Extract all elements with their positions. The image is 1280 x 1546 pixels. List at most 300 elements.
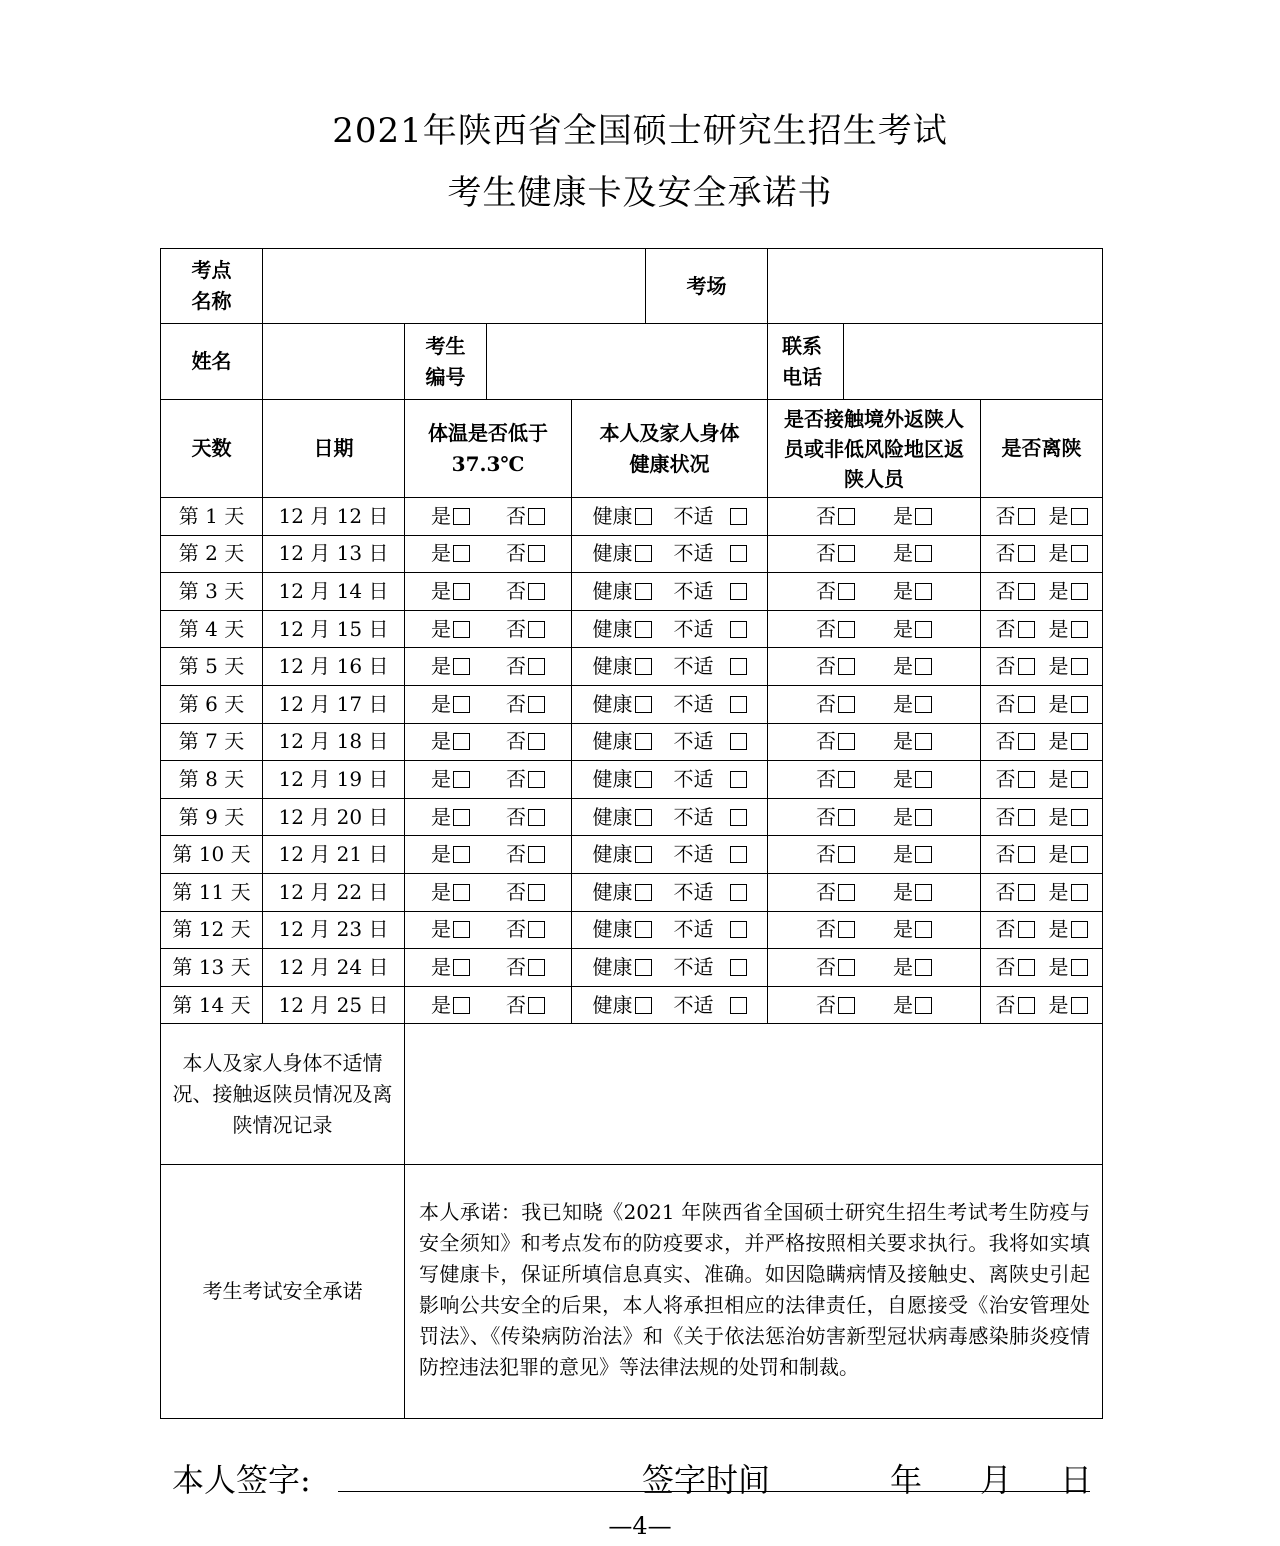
signature-time-field[interactable] — [790, 1491, 1090, 1492]
contact-yes-label: 是 — [893, 766, 913, 791]
table-row — [161, 873, 1103, 911]
col-date-header: 日期 — [263, 400, 405, 498]
document-subtitle: 考生健康卡及安全承诺书 — [447, 173, 833, 213]
unwell-checkbox[interactable] — [730, 997, 747, 1014]
temp-cell — [405, 723, 572, 761]
temp-cell — [405, 498, 572, 536]
temp-no-checkbox[interactable] — [528, 997, 545, 1014]
temp-no-label: 否 — [506, 541, 526, 566]
temp-yes-checkbox[interactable] — [453, 658, 470, 675]
healthy-label: 健康 — [592, 578, 633, 603]
unwell-checkbox[interactable] — [730, 508, 747, 525]
contact-cell — [768, 648, 981, 686]
contact-yes-label: 是 — [893, 804, 913, 829]
table-row — [161, 798, 1103, 836]
contact-no-label: 否 — [816, 691, 836, 716]
day-cell: 第 10 天 — [161, 836, 263, 874]
temp-yes-label: 是 — [431, 578, 451, 603]
leave-yes-label: 是 — [1048, 917, 1069, 942]
leave-no-checkbox[interactable] — [1018, 959, 1035, 976]
day-cell: 第 13 天 — [161, 949, 263, 987]
leave-no-checkbox[interactable] — [1018, 771, 1035, 788]
healthy-label: 健康 — [592, 954, 633, 979]
healthy-checkbox[interactable] — [635, 508, 652, 525]
contact-cell — [768, 535, 981, 573]
unwell-label: 不适 — [673, 879, 714, 904]
date-cell: 12 月 12 日 — [263, 498, 405, 536]
leave-no-label: 否 — [995, 654, 1016, 679]
contact-no-label: 否 — [816, 503, 836, 528]
contact-yes-checkbox[interactable] — [915, 545, 932, 562]
health-card-table — [160, 248, 1103, 1419]
unwell-checkbox[interactable] — [730, 959, 747, 976]
temp-cell — [405, 685, 572, 723]
leave-no-label: 否 — [995, 992, 1016, 1017]
leave-yes-label: 是 — [1048, 654, 1069, 679]
healthy-checkbox[interactable] — [635, 846, 652, 863]
leave-no-checkbox[interactable] — [1018, 884, 1035, 901]
contact-no-checkbox[interactable] — [838, 884, 855, 901]
temp-no-label: 否 — [506, 842, 526, 867]
date-cell: 12 月 19 日 — [263, 761, 405, 799]
healthy-checkbox[interactable] — [635, 733, 652, 750]
healthy-checkbox[interactable] — [635, 959, 652, 976]
healthy-label: 健康 — [592, 541, 633, 566]
health-cell — [572, 798, 768, 836]
contact-yes-checkbox[interactable] — [915, 658, 932, 675]
health-cell — [572, 610, 768, 648]
day-cell: 第 6 天 — [161, 685, 263, 723]
unwell-checkbox[interactable] — [730, 583, 747, 600]
unwell-label: 不适 — [673, 541, 714, 566]
temp-yes-checkbox[interactable] — [453, 508, 470, 525]
contact-no-checkbox[interactable] — [838, 997, 855, 1014]
temp-yes-checkbox[interactable] — [453, 959, 470, 976]
healthy-label: 健康 — [592, 804, 633, 829]
contact-cell — [768, 573, 981, 611]
contact-yes-checkbox[interactable] — [915, 997, 932, 1014]
leave-no-checkbox[interactable] — [1018, 621, 1035, 638]
temp-cell — [405, 873, 572, 911]
temp-yes-checkbox[interactable] — [453, 545, 470, 562]
health-cell — [572, 648, 768, 686]
col-contact-header: 是否接触境外返陕人员或非低风险地区返陕人员 — [768, 400, 981, 498]
temp-yes-label: 是 — [431, 691, 451, 716]
leave-cell — [981, 685, 1103, 723]
leave-no-label: 否 — [995, 879, 1016, 904]
healthy-label: 健康 — [592, 729, 633, 754]
date-cell: 12 月 17 日 — [263, 685, 405, 723]
unwell-checkbox[interactable] — [730, 696, 747, 713]
health-cell — [572, 873, 768, 911]
date-cell: 12 月 21 日 — [263, 836, 405, 874]
contact-no-checkbox[interactable] — [838, 733, 855, 750]
contact-no-label: 否 — [816, 541, 836, 566]
col-day-header: 天数 — [161, 400, 263, 498]
day-label: 日 — [1060, 1461, 1093, 1499]
contact-cell — [768, 761, 981, 799]
page-number: —4— — [608, 1512, 672, 1540]
date-cell: 12 月 16 日 — [263, 648, 405, 686]
temp-yes-checkbox[interactable] — [453, 583, 470, 600]
contact-yes-checkbox[interactable] — [915, 846, 932, 863]
temp-cell — [405, 535, 572, 573]
contact-yes-label: 是 — [893, 954, 913, 979]
contact-yes-checkbox[interactable] — [915, 583, 932, 600]
leave-yes-checkbox[interactable] — [1071, 997, 1088, 1014]
contact-yes-checkbox[interactable] — [915, 508, 932, 525]
date-cell: 12 月 22 日 — [263, 873, 405, 911]
unwell-label: 不适 — [673, 954, 714, 979]
contact-cell — [768, 986, 981, 1024]
contact-yes-checkbox[interactable] — [915, 884, 932, 901]
leave-yes-checkbox[interactable] — [1071, 545, 1088, 562]
table-row — [161, 685, 1103, 723]
leave-yes-checkbox[interactable] — [1071, 809, 1088, 826]
table-row — [161, 836, 1103, 874]
leave-no-checkbox[interactable] — [1018, 733, 1035, 750]
contact-no-label: 否 — [816, 654, 836, 679]
temp-yes-checkbox[interactable] — [453, 921, 470, 938]
unwell-checkbox[interactable] — [730, 884, 747, 901]
temp-no-checkbox[interactable] — [528, 959, 545, 976]
unwell-checkbox[interactable] — [730, 809, 747, 826]
unwell-label: 不适 — [673, 992, 714, 1017]
leave-yes-checkbox[interactable] — [1071, 921, 1088, 938]
table-row — [161, 723, 1103, 761]
table-row — [161, 610, 1103, 648]
contact-cell — [768, 498, 981, 536]
temp-no-checkbox[interactable] — [528, 583, 545, 600]
temp-cell — [405, 836, 572, 874]
exam-site-field[interactable] — [263, 249, 646, 324]
leave-no-label: 否 — [995, 954, 1016, 979]
day-cell: 第 1 天 — [161, 498, 263, 536]
contact-no-checkbox[interactable] — [838, 696, 855, 713]
col-leave-header: 是否离陕 — [981, 400, 1103, 498]
candidate-id-field[interactable] — [487, 324, 768, 400]
leave-cell — [981, 573, 1103, 611]
temp-yes-label: 是 — [431, 729, 451, 754]
date-cell: 12 月 15 日 — [263, 610, 405, 648]
leave-cell — [981, 873, 1103, 911]
temp-no-label: 否 — [506, 578, 526, 603]
contact-cell — [768, 949, 981, 987]
date-cell: 12 月 13 日 — [263, 535, 405, 573]
day-cell: 第 8 天 — [161, 761, 263, 799]
contact-cell — [768, 610, 981, 648]
leave-cell — [981, 535, 1103, 573]
leave-no-checkbox[interactable] — [1018, 921, 1035, 938]
contact-no-checkbox[interactable] — [838, 771, 855, 788]
leave-yes-checkbox[interactable] — [1071, 621, 1088, 638]
leave-no-checkbox[interactable] — [1018, 545, 1035, 562]
unwell-checkbox[interactable] — [730, 545, 747, 562]
unwell-label: 不适 — [673, 766, 714, 791]
contact-no-checkbox[interactable] — [838, 545, 855, 562]
pledge-label: 考生考试安全承诺 — [161, 1165, 405, 1419]
leave-no-checkbox[interactable] — [1018, 846, 1035, 863]
temp-no-checkbox[interactable] — [528, 884, 545, 901]
leave-no-label: 否 — [995, 616, 1016, 641]
leave-yes-checkbox[interactable] — [1071, 959, 1088, 976]
temp-yes-checkbox[interactable] — [453, 733, 470, 750]
temp-yes-label: 是 — [431, 842, 451, 867]
temp-no-label: 否 — [506, 503, 526, 528]
health-cell — [572, 911, 768, 949]
healthy-label: 健康 — [592, 766, 633, 791]
temp-yes-checkbox[interactable] — [453, 884, 470, 901]
date-cell: 12 月 24 日 — [263, 949, 405, 987]
temp-no-label: 否 — [506, 654, 526, 679]
unwell-checkbox[interactable] — [730, 846, 747, 863]
temp-cell — [405, 986, 572, 1024]
contact-no-checkbox[interactable] — [838, 508, 855, 525]
healthy-checkbox[interactable] — [635, 921, 652, 938]
temp-no-checkbox[interactable] — [528, 508, 545, 525]
contact-yes-checkbox[interactable] — [915, 621, 932, 638]
health-cell — [572, 986, 768, 1024]
leave-cell — [981, 949, 1103, 987]
contact-yes-label: 是 — [893, 541, 913, 566]
temp-yes-checkbox[interactable] — [453, 696, 470, 713]
leave-no-label: 否 — [995, 729, 1016, 754]
contact-no-label: 否 — [816, 917, 836, 942]
contact-yes-label: 是 — [893, 578, 913, 603]
contact-yes-label: 是 — [893, 992, 913, 1017]
day-cell: 第 3 天 — [161, 573, 263, 611]
leave-yes-label: 是 — [1048, 691, 1069, 716]
contact-cell — [768, 873, 981, 911]
healthy-checkbox[interactable] — [635, 621, 652, 638]
health-cell — [572, 573, 768, 611]
signature-label: 本人签字: — [172, 1461, 311, 1499]
temp-no-label: 否 — [506, 691, 526, 716]
table-row — [161, 648, 1103, 686]
unwell-checkbox[interactable] — [730, 733, 747, 750]
unwell-checkbox[interactable] — [730, 658, 747, 675]
temp-no-checkbox[interactable] — [528, 545, 545, 562]
leave-cell — [981, 836, 1103, 874]
temp-no-label: 否 — [506, 766, 526, 791]
temp-cell — [405, 573, 572, 611]
temp-yes-checkbox[interactable] — [453, 809, 470, 826]
unwell-label: 不适 — [673, 578, 714, 603]
exam-room-field[interactable] — [768, 249, 1103, 324]
temp-no-label: 否 — [506, 879, 526, 904]
healthy-checkbox[interactable] — [635, 545, 652, 562]
contact-cell — [768, 798, 981, 836]
name-field[interactable] — [263, 324, 405, 400]
unwell-checkbox[interactable] — [730, 921, 747, 938]
day-cell: 第 14 天 — [161, 986, 263, 1024]
temp-no-checkbox[interactable] — [528, 809, 545, 826]
leave-no-checkbox[interactable] — [1018, 809, 1035, 826]
contact-no-label: 否 — [816, 804, 836, 829]
healthy-checkbox[interactable] — [635, 884, 652, 901]
contact-no-label: 否 — [816, 616, 836, 641]
health-cell — [572, 949, 768, 987]
leave-yes-checkbox[interactable] — [1071, 733, 1088, 750]
healthy-checkbox[interactable] — [635, 771, 652, 788]
record-field[interactable] — [405, 1024, 1103, 1165]
temp-yes-label: 是 — [431, 616, 451, 641]
leave-cell — [981, 761, 1103, 799]
contact-no-label: 否 — [816, 729, 836, 754]
contact-yes-checkbox[interactable] — [915, 771, 932, 788]
leave-no-label: 否 — [995, 691, 1016, 716]
leave-yes-checkbox[interactable] — [1071, 846, 1088, 863]
date-cell: 12 月 14 日 — [263, 573, 405, 611]
healthy-label: 健康 — [592, 691, 633, 716]
temp-no-checkbox[interactable] — [528, 621, 545, 638]
leave-yes-checkbox[interactable] — [1071, 696, 1088, 713]
temp-no-label: 否 — [506, 729, 526, 754]
record-label: 本人及家人身体不适情况、接触返陕员情况及离陕情况记录 — [161, 1024, 405, 1165]
unwell-checkbox[interactable] — [730, 621, 747, 638]
phone-label: 联系电话 — [768, 324, 844, 400]
contact-no-label: 否 — [816, 992, 836, 1017]
contact-yes-checkbox[interactable] — [915, 921, 932, 938]
phone-field[interactable] — [844, 324, 1103, 400]
date-cell: 12 月 23 日 — [263, 911, 405, 949]
contact-no-label: 否 — [816, 842, 836, 867]
healthy-label: 健康 — [592, 503, 633, 528]
unwell-checkbox[interactable] — [730, 771, 747, 788]
healthy-checkbox[interactable] — [635, 997, 652, 1014]
temp-yes-checkbox[interactable] — [453, 846, 470, 863]
leave-yes-checkbox[interactable] — [1071, 508, 1088, 525]
exam-site-label: 考点名称 — [161, 249, 263, 324]
temp-cell — [405, 761, 572, 799]
exam-room-label: 考场 — [646, 249, 768, 324]
date-cell: 12 月 18 日 — [263, 723, 405, 761]
contact-yes-label: 是 — [893, 917, 913, 942]
leave-no-label: 否 — [995, 503, 1016, 528]
healthy-checkbox[interactable] — [635, 583, 652, 600]
contact-no-label: 否 — [816, 879, 836, 904]
leave-yes-checkbox[interactable] — [1071, 771, 1088, 788]
temp-no-label: 否 — [506, 954, 526, 979]
health-cell — [572, 723, 768, 761]
contact-no-checkbox[interactable] — [838, 621, 855, 638]
date-cell: 12 月 20 日 — [263, 798, 405, 836]
date-cell: 12 月 25 日 — [263, 986, 405, 1024]
healthy-checkbox[interactable] — [635, 696, 652, 713]
unwell-label: 不适 — [673, 616, 714, 641]
temp-no-label: 否 — [506, 992, 526, 1017]
temp-yes-label: 是 — [431, 654, 451, 679]
leave-yes-label: 是 — [1048, 992, 1069, 1017]
temp-no-checkbox[interactable] — [528, 846, 545, 863]
leave-cell — [981, 986, 1103, 1024]
day-cell: 第 9 天 — [161, 798, 263, 836]
contact-no-checkbox[interactable] — [838, 959, 855, 976]
healthy-checkbox[interactable] — [635, 809, 652, 826]
temp-yes-label: 是 — [431, 954, 451, 979]
temp-cell — [405, 798, 572, 836]
contact-no-checkbox[interactable] — [838, 658, 855, 675]
temp-no-checkbox[interactable] — [528, 921, 545, 938]
temp-no-checkbox[interactable] — [528, 733, 545, 750]
contact-no-label: 否 — [816, 578, 836, 603]
leave-no-checkbox[interactable] — [1018, 508, 1035, 525]
contact-yes-label: 是 — [893, 879, 913, 904]
day-cell: 第 4 天 — [161, 610, 263, 648]
leave-no-label: 否 — [995, 917, 1016, 942]
temp-yes-checkbox[interactable] — [453, 997, 470, 1014]
leave-yes-checkbox[interactable] — [1071, 884, 1088, 901]
leave-no-checkbox[interactable] — [1018, 696, 1035, 713]
leave-yes-label: 是 — [1048, 503, 1069, 528]
day-cell: 第 7 天 — [161, 723, 263, 761]
leave-yes-checkbox[interactable] — [1071, 583, 1088, 600]
leave-no-checkbox[interactable] — [1018, 997, 1035, 1014]
leave-yes-label: 是 — [1048, 804, 1069, 829]
contact-no-label: 否 — [816, 766, 836, 791]
health-cell — [572, 498, 768, 536]
table-row — [161, 535, 1103, 573]
unwell-label: 不适 — [673, 729, 714, 754]
temp-no-checkbox[interactable] — [528, 771, 545, 788]
day-cell: 第 12 天 — [161, 911, 263, 949]
leave-cell — [981, 498, 1103, 536]
leave-no-label: 否 — [995, 804, 1016, 829]
temp-yes-checkbox[interactable] — [453, 621, 470, 638]
table-row — [161, 498, 1103, 536]
temp-yes-label: 是 — [431, 766, 451, 791]
table-row — [161, 911, 1103, 949]
contact-cell — [768, 911, 981, 949]
leave-no-label: 否 — [995, 541, 1016, 566]
contact-no-checkbox[interactable] — [838, 921, 855, 938]
contact-no-checkbox[interactable] — [838, 583, 855, 600]
contact-yes-checkbox[interactable] — [915, 809, 932, 826]
signature-time-label: 签字时间 — [642, 1461, 771, 1499]
contact-no-checkbox[interactable] — [838, 846, 855, 863]
leave-cell — [981, 648, 1103, 686]
table-row — [161, 761, 1103, 799]
temp-no-checkbox[interactable] — [528, 658, 545, 675]
health-cell — [572, 535, 768, 573]
leave-no-label: 否 — [995, 766, 1016, 791]
healthy-checkbox[interactable] — [635, 658, 652, 675]
signature-row — [172, 1455, 1102, 1499]
leave-yes-checkbox[interactable] — [1071, 658, 1088, 675]
leave-no-label: 否 — [995, 842, 1016, 867]
col-health-header: 本人及家人身体健康状况 — [572, 400, 768, 498]
leave-yes-label: 是 — [1048, 729, 1069, 754]
temp-yes-checkbox[interactable] — [453, 771, 470, 788]
leave-no-checkbox[interactable] — [1018, 658, 1035, 675]
contact-yes-label: 是 — [893, 503, 913, 528]
temp-yes-label: 是 — [431, 541, 451, 566]
contact-yes-checkbox[interactable] — [915, 696, 932, 713]
temp-no-checkbox[interactable] — [528, 696, 545, 713]
temp-yes-label: 是 — [431, 992, 451, 1017]
candidate-id-label: 考生编号 — [405, 324, 487, 400]
health-cell — [572, 685, 768, 723]
contact-no-checkbox[interactable] — [838, 809, 855, 826]
leave-cell — [981, 723, 1103, 761]
leave-no-checkbox[interactable] — [1018, 583, 1035, 600]
contact-yes-checkbox[interactable] — [915, 733, 932, 750]
temp-yes-label: 是 — [431, 917, 451, 942]
day-cell: 第 11 天 — [161, 873, 263, 911]
temp-yes-label: 是 — [431, 879, 451, 904]
contact-yes-checkbox[interactable] — [915, 959, 932, 976]
contact-yes-label: 是 — [893, 654, 913, 679]
